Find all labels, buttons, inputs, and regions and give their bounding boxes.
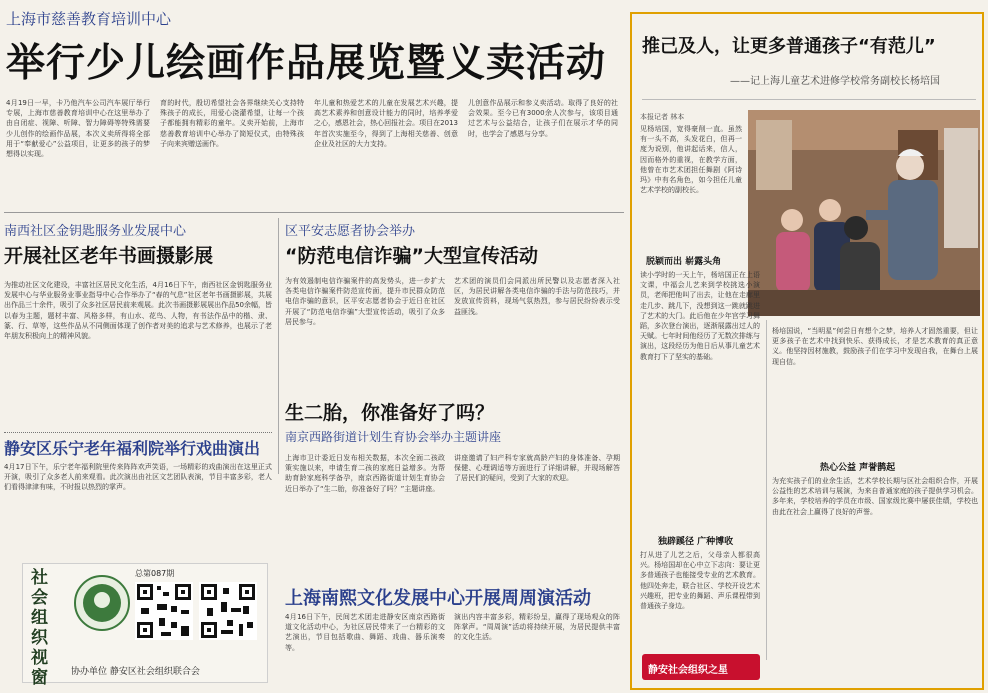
byline: 本报记者 林本 xyxy=(640,113,685,121)
divider xyxy=(4,432,272,433)
nanxi-headline: 开展社区老年书画摄影展 xyxy=(4,245,214,267)
nanxi-body: 为推动社区文化建设，丰富社区居民文化生活，4月16日下午，南西社区金钥匙服务业发展中心与华业服务业事业指导中心合作举办了“春的气息”社区老年书画摄影展，共展出作品三十余件，吸引了众多社区居民前来观展。此次书画摄影展展出作品50余幅，皆以春为主题，题材丰富、风格多样，有山水、花鸟、人物，有书法作品中的楷、隶、篆、行、草等，这些作品从不同侧面体现了创作者对美的追求与艺术修养，也展示了老年朋友积极向上的精神风貌。 xyxy=(4,281,272,341)
badge-label: 静安社会组织之星 xyxy=(648,665,728,676)
nanxi2-col-1: 4月16日下午，民间艺术团走进静安区南京西路街道文化活动中心，为社区居民带来了一台精彩的文艺演出，节目包括歌曲、舞蹈、戏曲、器乐演奏等。 xyxy=(285,613,445,652)
divider xyxy=(4,212,624,213)
feature-headline: 推己及人，让更多普通孩子“有范儿” xyxy=(642,36,936,57)
pingan-col-1: 为有效遏制电信诈骗案件的高发势头，进一步扩大各类电信诈骗案件防范宣传面，提升市民群众防范电信诈骗的意识，区平安志愿者协会于近日在社区开展了“防范电信诈骗”大型宣传活动，吸引了众多居民参与。 xyxy=(285,277,445,326)
box-footer: 协办单位 静安区社会组织联合会 xyxy=(71,667,200,677)
nanxi2-headline: 上海南熙文化发展中心开展周周演活动 xyxy=(285,588,591,609)
section-heading: 独辟蹊径 广种博收 xyxy=(658,537,734,547)
divider xyxy=(278,218,279,474)
pingan-col-2: 艺术团的演员们会同派出所民警以及志愿者深入社区，为居民讲解各类电信诈骗的手法与防范技巧，并发放宣传资料，现场气氛热烈，参与居民纷纷表示受益匪浅。 xyxy=(454,277,620,316)
erhai-headline: 生二胎，你准备好了吗？ xyxy=(285,402,495,424)
nanxi2-col-2: 演出内容丰富多彩，精彩纷呈，赢得了现场观众的阵阵掌声。“周周演”活动将持续开展，为居民提供丰富的文化生活。 xyxy=(454,613,620,642)
top-article xyxy=(6,98,622,198)
top-col-2: 育的时代，殷切希望社会各界继续关心支持特殊孩子的成长，用爱心浇灌希望，让每一个孩子都能拥有精彩的童年。义卖开始前，上海市慈善教育培训中心举办了简短仪式，由特殊孩子向来宾赠送画作。 xyxy=(160,99,304,148)
issue-badge: 总第087期 xyxy=(135,569,175,578)
feature-col-3: 杨培国说，“当明星”何尝日有想个之梦，培养人才固然重要，但让更多孩子在艺术中找到快乐、获得成长，才是艺术教育的真正意义。他坚持因材施教，鼓励孩子们在学习中发现自我，在舞台上展现自信。 xyxy=(772,327,978,366)
feature-subtitle: ——记上海儿童艺术进修学校常务副校长杨培国 xyxy=(730,76,940,87)
classroom-photo xyxy=(748,110,980,316)
jingan-body: 4月17日下午，乐宁老年福利院里传来阵阵欢声笑语，一场精彩的戏曲演出在这里正式开演，吸引了众多老人前来观看。此次演出由社区文艺团队表演，节目丰富多彩，老人们看得津津有味，不时报以热烈的掌声。 xyxy=(4,463,272,492)
jingan-headline: 静安区乐宁老年福利院举行戏曲演出 xyxy=(4,439,261,458)
erhai-col-1: 上海市卫计委近日发布相关数据，本次全面二孩政策实施以来，申请生育二孩的家庭日益增多。为帮助育龄家庭科学备孕，南京西路街道计划生育协会近日举办了“生二胎，你准备好了吗？”主题讲座。 xyxy=(285,454,445,493)
top-col-1: 4月19日一早，卡乃他汽车公司汽车展厅举行专展，上海市慈善教育培训中心在这里举办了由自闭症、视障、听障、智力障碍等特殊需要少儿创作的绘画作品展，本次义卖所得将全部用于“奉献爱心”公益项目，让更多的孩子的梦想得以实现。 xyxy=(6,99,150,159)
top-headline: 举行少儿绘画作品展览暨义卖活动 xyxy=(6,41,607,86)
nanxi-kicker: 南西社区金钥匙服务业发展中心 xyxy=(4,224,187,239)
feature-body-1: 读小学时的一天上午，杨培国正在上语文课，中福会儿艺来到学校挑选小演员，老师把他叫了出去，让他在走廊里走几步、跳几下，没想到这一跳就跳进了艺术的大门。此后他在少年宫学习舞蹈，多次登台演出，逐渐展露出过人的天赋。七年时间他经历了无数次排练与演出，这段经历为他日后从事儿童艺术教育打下了坚实的基础。 xyxy=(640,271,760,361)
erhai-kicker: 南京西路街道计划生育协会举办主题讲座 xyxy=(285,430,502,444)
top-col-3: 年儿童和热爱艺术的儿童在发展艺术兴趣，提高艺术素养和创意设计能力的同时，培养孝爱之心，感恩社会，热心回报社会。项目在2013年首次实施至今，得到了上海相关慈善、创意企业及社区的大力支持。 xyxy=(314,99,458,148)
erhai-col-2: 讲座邀请了妇产科专家就高龄产妇的身体准备、孕期保健、心理调适等方面进行了详细讲解，并现场解答了居民们的疑问，受到了大家的欢迎。 xyxy=(454,454,620,483)
feature-intro: 见杨培国，宽得豪削一直。虽然有一头不高，头发花白，但再一度为说别，他讲起话来，信人，因而格外的重视，在教学方面，他曾在市艺术团担任舞剧《阿诗玛》中有名角色，如今担任儿童艺术学校的副校长。 xyxy=(640,125,742,195)
divider xyxy=(642,99,976,100)
feature-article xyxy=(630,12,984,690)
section-heading: 热心公益 声誉鹊起 xyxy=(820,463,896,473)
feature-col-3b: 为充实孩子们的业余生活，艺术学校长期与区社会组织合作，开展公益性的艺术培训与展演，为来自普通家庭的孩子提供学习机会。多年来，学校培养的学员在市级、国家级比赛中屡获佳绩，学校也由此在社会上赢得了良好的声誉。 xyxy=(772,477,978,516)
pingan-headline: “防范电信诈骗”大型宣传活动 xyxy=(285,245,538,267)
feature-body-2: 打从进了儿艺之后，父母亲人都很高兴。杨培国却在心中立下志向：要让更多普通孩子也能接受专业的艺术教育。他四处奔走，联合社区、学校开设艺术兴趣班，把专业的舞蹈、声乐课程带到普通孩子身边。 xyxy=(640,551,760,611)
pingan-kicker: 区平安志愿者协会举办 xyxy=(285,224,416,239)
social-org-star-badge xyxy=(642,654,760,680)
top-kicker: 上海市慈善教育培训中心 xyxy=(6,10,172,28)
box-title: 社会组织视窗 xyxy=(31,568,48,688)
qr-code-icon xyxy=(199,582,257,640)
top-col-4: 儿创意作品展示和参义卖活动。取得了良好的社会效果。至今已有3000余人次参与，该项目通过艺术与公益结合，让孩子们在展示才华的同时，也学会了感恩与分享。 xyxy=(468,99,618,138)
divider xyxy=(766,320,767,660)
section-heading: 脱颖而出 崭露头角 xyxy=(646,257,722,267)
social-org-box xyxy=(22,563,268,688)
ngo-logo-icon xyxy=(73,574,131,632)
qr-code-icon xyxy=(135,582,193,640)
